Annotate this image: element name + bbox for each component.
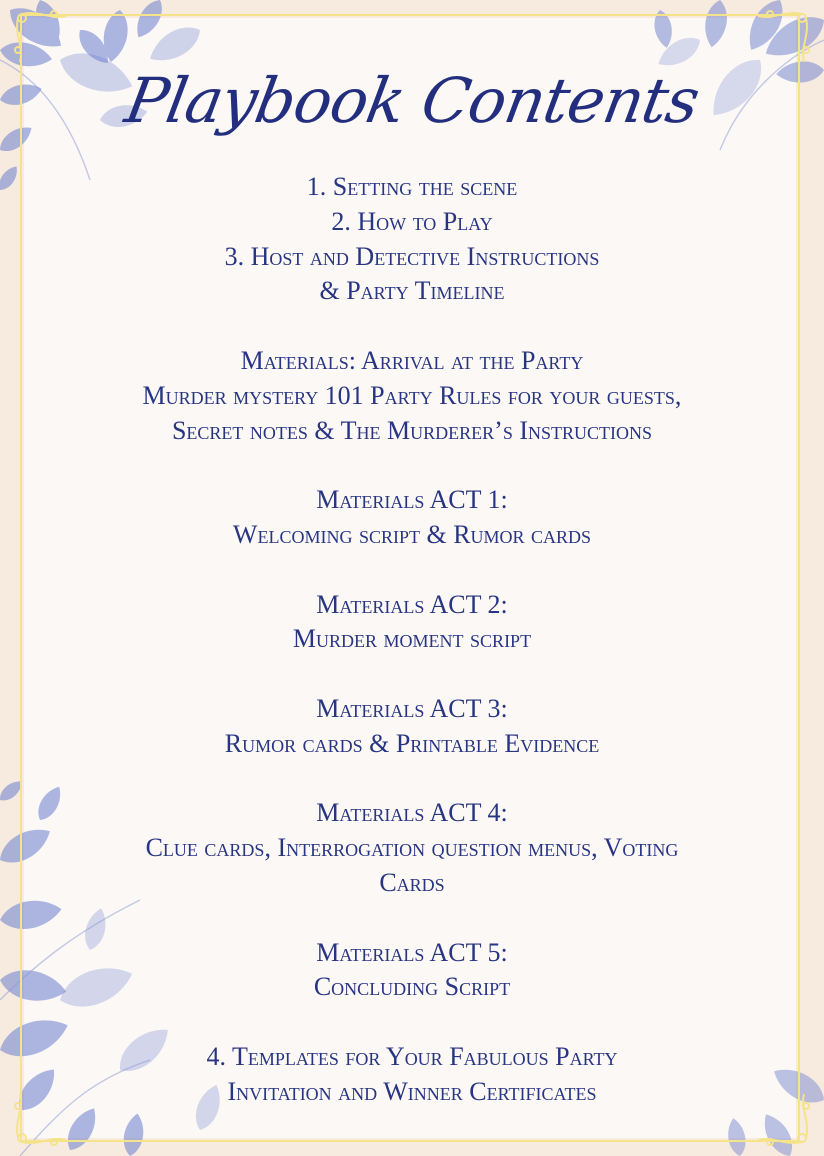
contents-line: 1. Setting the scene: [306, 172, 518, 201]
contents-line: Murder moment script: [292, 624, 532, 654]
contents-line: Invitation and Winner Certificates: [227, 1076, 597, 1106]
contents-line: 4. Templates for Your Fabulous Party: [206, 1041, 618, 1071]
contents-line: Murder mystery 101 Party Rules for your guests,: [142, 380, 682, 410]
contents-line: 3. Host and Detective Instructions: [224, 241, 600, 271]
contents-line: Cards: [379, 867, 445, 897]
contents-line: Secret notes & The Murderer’s Instructions: [171, 415, 653, 445]
contents-line: Materials: Arrival at the Party: [240, 345, 584, 375]
contents-line: Clue cards, Interrogation question menus, Voting: [145, 833, 679, 863]
contents-section: [60, 170, 764, 309]
contents-line: Materials ACT 1:: [316, 485, 508, 515]
contents-line: Materials ACT 3:: [316, 693, 508, 723]
contents-line: Materials ACT 4:: [316, 798, 508, 828]
contents-line: & Party Timeline: [319, 276, 505, 306]
contents-line: Materials ACT 5:: [316, 937, 508, 967]
contents-list: [60, 170, 764, 1110]
contents-line: Materials ACT 2:: [316, 589, 508, 619]
contents-section: [60, 1040, 764, 1110]
contents-section: [60, 936, 764, 1006]
page-title: Playbook Contents: [120, 64, 705, 137]
contents-line: Welcoming script & Rumor cards: [232, 519, 592, 549]
contents-section: [60, 692, 764, 762]
contents-line: Rumor cards & Printable Evidence: [224, 728, 600, 758]
contents-line: 2. How to Play: [331, 206, 493, 236]
contents-section: [60, 588, 764, 658]
contents-section: [60, 344, 764, 448]
contents-section: [60, 483, 764, 553]
contents-section: [60, 796, 764, 900]
contents-line: Concluding Script: [313, 972, 511, 1002]
